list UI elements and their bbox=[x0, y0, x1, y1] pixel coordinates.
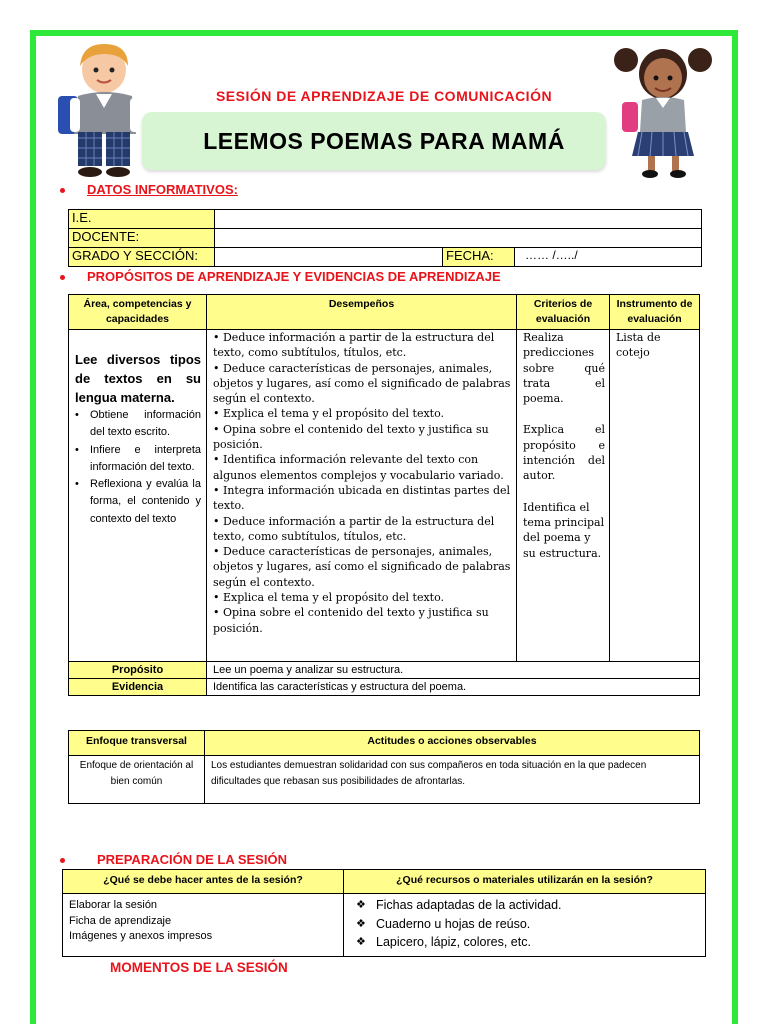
competencias-cell bbox=[69, 330, 207, 662]
criterio-item: Identifica el tema principal del poema y su estructura. bbox=[523, 500, 605, 560]
list-item: • Reflexiona y evalúa la forma, el contenido y contexto del texto bbox=[75, 476, 201, 528]
evidencia-value: Identifica las características y estructura del poema. bbox=[207, 679, 700, 696]
criterios-cell bbox=[517, 330, 610, 662]
list-item: • Deduce características de personajes, animales, objetos y lugares, así como el significado de palabras según el contexto. bbox=[213, 545, 511, 589]
col-actitudes: Actitudes o acciones observables bbox=[205, 731, 700, 756]
evidencia-label: Evidencia bbox=[69, 679, 207, 696]
table-row bbox=[69, 756, 700, 804]
table-row bbox=[69, 731, 700, 756]
table-row bbox=[69, 295, 700, 330]
grado-label: GRADO Y SECCIÓN: bbox=[69, 248, 215, 267]
list-item: • Integra información ubicada en distintas partes del texto. bbox=[213, 483, 511, 513]
list-item: • Identifica información relevante del texto con algunos elementos complejos y vocabulario variado. bbox=[213, 453, 504, 482]
col-instrumento: Instrumento de evaluación bbox=[610, 295, 700, 330]
bullet-dot-icon bbox=[60, 188, 65, 193]
propositos-heading bbox=[60, 269, 501, 284]
preparacion-table bbox=[62, 869, 706, 957]
datos-heading-text: DATOS INFORMATIVOS: bbox=[87, 182, 238, 197]
list-item: • Obtiene información del texto escrito. bbox=[75, 407, 201, 442]
col-area: Área, competencias y capacidades bbox=[69, 295, 207, 330]
enfoque-table bbox=[68, 730, 700, 804]
antes-cell bbox=[63, 894, 344, 957]
page-title: LEEMOS POEMAS PARA MAMÁ bbox=[203, 128, 565, 154]
recursos-list bbox=[350, 896, 699, 952]
col-enfoque: Enfoque transversal bbox=[69, 731, 205, 756]
momentos-heading: MOMENTOS DE LA SESIÓN bbox=[110, 960, 288, 975]
list-item: • Opina sobre el contenido del texto y justifica su posición. bbox=[213, 606, 489, 635]
col-antes: ¿Qué se debe hacer antes de la sesión? bbox=[63, 870, 344, 894]
criterio-item: Realiza predicciones sobre qué trata el poema. bbox=[523, 331, 605, 406]
proposito-label: Propósito bbox=[69, 662, 207, 679]
session-subtitle: SESIÓN DE APRENDIZAJE DE COMUNICACIÓN bbox=[215, 88, 553, 104]
list-item: ❖ Fichas adaptadas de la actividad. bbox=[350, 896, 699, 915]
table-row bbox=[69, 210, 702, 229]
table-row bbox=[63, 870, 706, 894]
boy-illustration bbox=[52, 38, 156, 178]
preparacion-heading bbox=[60, 852, 287, 867]
list-item: • Deduce información a partir de la estructura del texto, como subtítulos, títulos, etc. bbox=[213, 514, 495, 543]
bullet-dot-icon bbox=[60, 858, 65, 863]
fecha-label: FECHA: bbox=[443, 248, 515, 267]
fecha-value[interactable]: …… /…../ bbox=[515, 248, 702, 267]
propositos-heading-text: PROPÓSITOS DE APRENDIZAJE Y EVIDENCIAS DE APRENDIZAJE bbox=[87, 269, 501, 284]
preparacion-heading-text: PREPARACIÓN DE LA SESIÓN bbox=[97, 852, 287, 867]
table-row bbox=[69, 330, 700, 662]
list-item: Elaborar la sesión bbox=[69, 899, 158, 911]
table-row bbox=[69, 662, 700, 679]
bullet-dot-icon bbox=[60, 275, 65, 280]
criterio-item: Explica el propósito e intención del autor. bbox=[523, 423, 605, 483]
desempenos-cell bbox=[207, 330, 517, 662]
recursos-cell bbox=[344, 894, 706, 957]
girl-illustration bbox=[608, 38, 720, 180]
docente-value[interactable] bbox=[215, 229, 702, 248]
table-row bbox=[69, 229, 702, 248]
list-item: • Explica el tema y el propósito del texto. bbox=[213, 407, 445, 421]
table-row bbox=[63, 894, 706, 957]
propositos-table bbox=[68, 294, 700, 696]
competencia: Lee diversos tipos de textos en su lengua materna. bbox=[75, 352, 201, 405]
instrumento-cell: Lista de cotejo bbox=[610, 330, 700, 662]
list-item: • Deduce información a partir de la estructura del texto, como subtítulos, títulos, etc. bbox=[213, 331, 495, 360]
docente-label: DOCENTE: bbox=[69, 229, 215, 248]
ie-value[interactable] bbox=[215, 210, 702, 229]
proposito-value: Lee un poema y analizar su estructura. bbox=[207, 662, 700, 679]
col-recursos: ¿Qué recursos o materiales utilizarán en la sesión? bbox=[344, 870, 706, 894]
enfoque-value: Enfoque de orientación al bien común bbox=[69, 756, 205, 804]
list-item: • Explica el tema y el propósito del texto. bbox=[213, 591, 445, 605]
list-item: • Deduce características de personajes, animales, objetos y lugares, así como el significado de palabras según el contexto. bbox=[213, 361, 511, 406]
table-row bbox=[69, 248, 702, 267]
col-desempenos: Desempeños bbox=[207, 295, 517, 330]
ie-label: I.E. bbox=[69, 210, 215, 229]
col-criterios: Criterios de evaluación bbox=[517, 295, 610, 330]
list-item: Imágenes y anexos impresos bbox=[69, 930, 213, 942]
table-row bbox=[69, 679, 700, 696]
grado-value[interactable] bbox=[215, 248, 443, 267]
datos-heading bbox=[60, 182, 238, 197]
actitudes-value: Los estudiantes demuestran solidaridad con sus compañeros en toda situación en la que padecen dificultades que rebasan sus posibilidades de afrontarlas. bbox=[205, 756, 700, 804]
list-item: Ficha de aprendizaje bbox=[69, 914, 172, 927]
list-item: ❖ Cuaderno u hojas de reúso. bbox=[350, 915, 699, 934]
list-item: ❖ Lapicero, lápiz, colores, etc. bbox=[350, 933, 699, 952]
datos-table bbox=[68, 209, 702, 267]
list-item: • Opina sobre el contenido del texto y justifica su posición. bbox=[213, 422, 489, 452]
capacidades-list bbox=[75, 407, 201, 528]
list-item: • Infiere e interpreta información del texto. bbox=[75, 442, 201, 477]
